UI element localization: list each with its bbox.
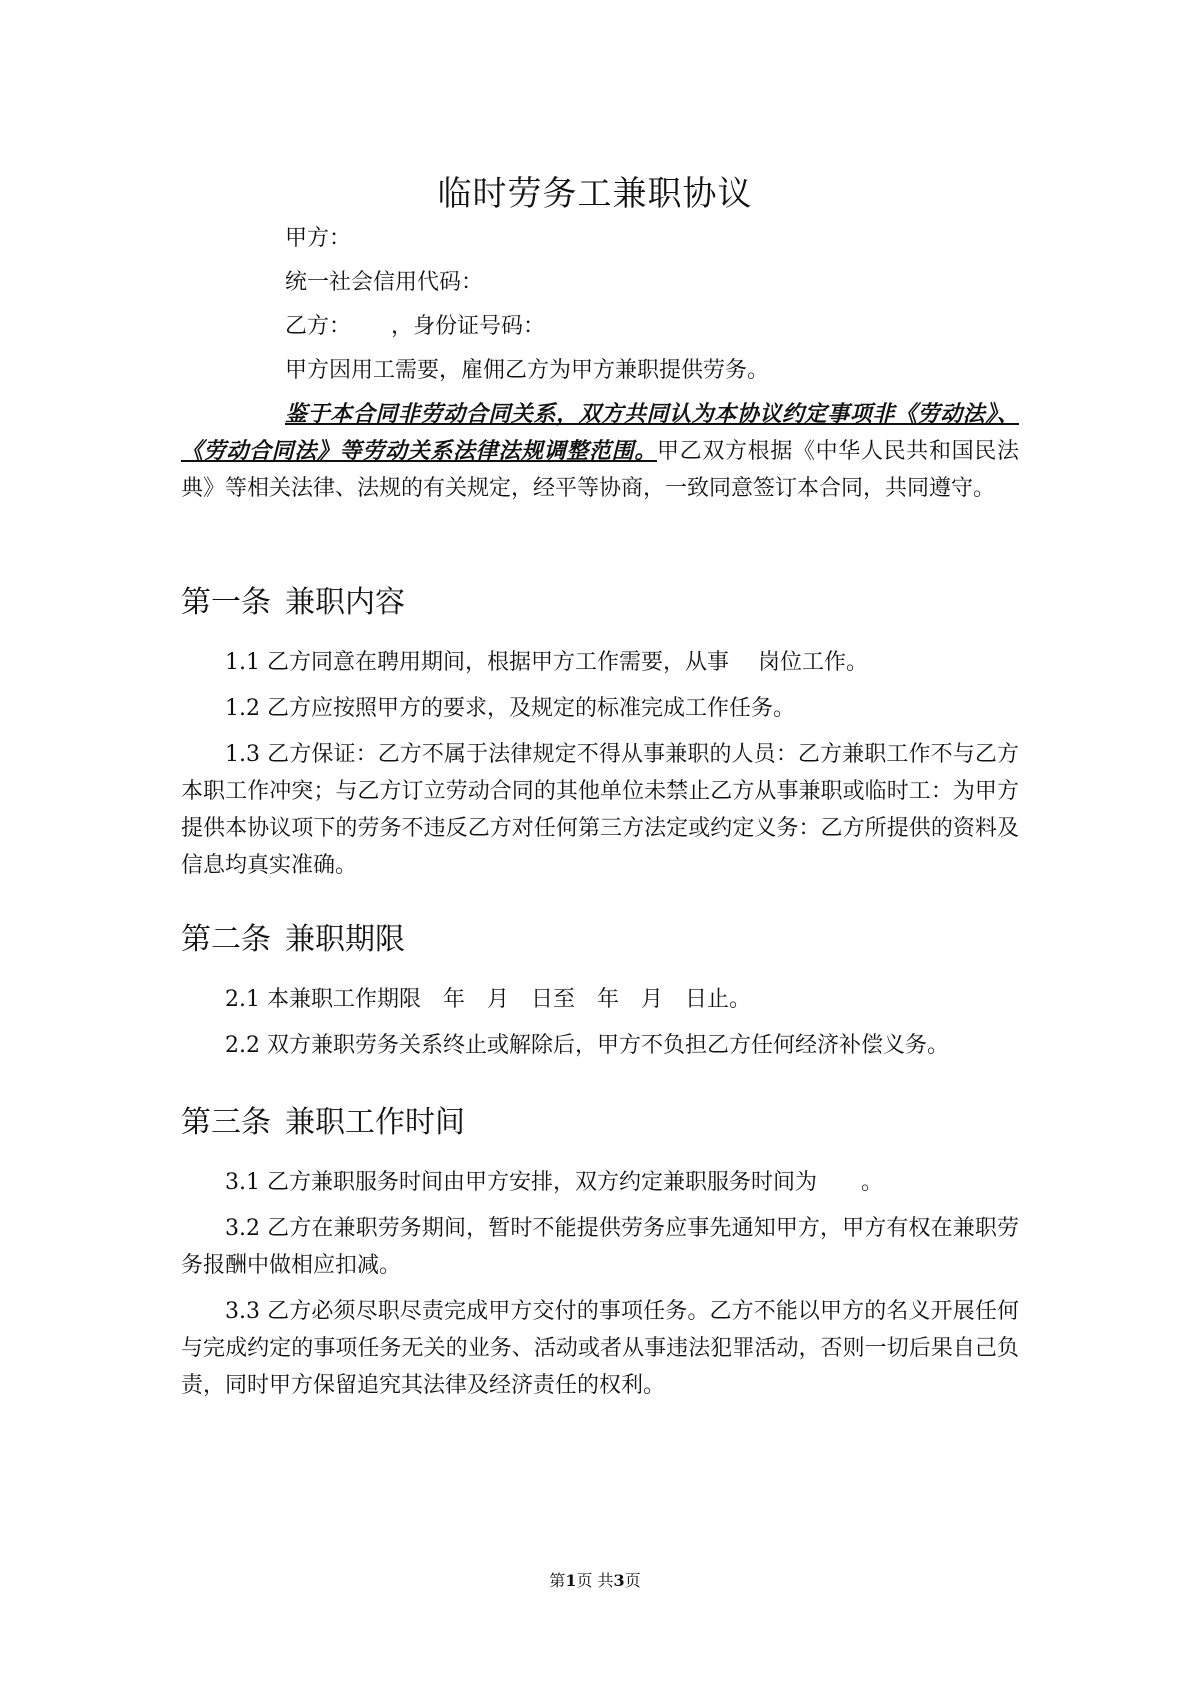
total-page-number: 3 [613, 1571, 625, 1590]
section-number: 第一条 [181, 585, 271, 620]
clause-1-1: 1.1 乙方同意在聘用期间，根据甲方工作需要，从事 岗位工作。 [225, 650, 868, 675]
credit-code-label: 统一社会信用代码： [285, 270, 484, 295]
section-2-heading [181, 920, 405, 960]
section-title: 兼职工作时间 [285, 1105, 465, 1140]
section-title: 兼职期限 [285, 922, 405, 957]
section-number: 第三条 [181, 1105, 271, 1140]
footer-prefix: 第 [549, 1571, 566, 1590]
page-footer [0, 1570, 1190, 1592]
party-b-line: 乙方： ，身份证号码： [285, 314, 545, 339]
section-1-heading [181, 583, 405, 623]
section-title: 兼职内容 [285, 585, 405, 620]
party-a-label: 甲方： [285, 226, 352, 251]
preamble-emphasis: 鉴于本合同非劳动合同关系，双方共同认为本协议约定事项非《劳动法》、《劳动合同法》等劳动关系法律法规调整范围。 [181, 401, 1019, 464]
clause-1-3: 1.3 乙方保证：乙方不属于法律规定不得从事兼职的人员：乙方兼职工作不与乙方本职工作冲突；与乙方订立劳动合同的其他单位未禁止乙方从事兼职或临时工：为甲方提供本协议项下的劳务不违反乙方对任何第三方法定或约定义务：乙方所提供的资料及信息均真实准确。 [181, 742, 1019, 878]
section-number: 第二条 [181, 922, 271, 957]
purpose-line: 甲方因用工需要，雇佣乙方为甲方兼职提供劳务。 [285, 358, 770, 383]
footer-suffix: 页 [624, 1571, 641, 1590]
current-page-number: 1 [565, 1571, 577, 1590]
clause-3-1: 3.1 乙方兼职服务时间由甲方安排，双方约定兼职服务时间为 。 [225, 1170, 883, 1195]
clause-3-2: 3.2 乙方在兼职劳务期间，暂时不能提供劳务应事先通知甲方，甲方有权在兼职劳务报酬中做相应扣减。 [181, 1216, 1019, 1278]
clause-3-3: 3.3 乙方必须尽职尽责完成甲方交付的事项任务。乙方不能以甲方的名义开展任何与完成约定的事项任务无关的业务、活动或者从事违法犯罪活动，否则一切后果自己负责，同时甲方保留追究其法律及经济责任的权利。 [181, 1299, 1019, 1398]
preamble-rest: 甲乙双方根据《中华人民共和国民法典》等相关法律、法规的有关规定，经平等协商，一致同意签订本合同，共同遵守。 [181, 439, 1019, 501]
section-3-heading [181, 1103, 465, 1143]
clause-2-1: 2.1 本兼职工作期限 年 月 日至 年 月 日止。 [225, 987, 751, 1012]
clause-1-2: 1.2 乙方应按照甲方的要求，及规定的标准完成工作任务。 [225, 696, 795, 721]
preamble-paragraph [181, 396, 1019, 507]
document-title: 临时劳务工兼职协议 [437, 174, 753, 214]
clause-2-2: 2.2 双方兼职劳务关系终止或解除后，甲方不负担乙方任何经济补偿义务。 [225, 1033, 949, 1058]
footer-middle: 页 共 [576, 1571, 614, 1590]
